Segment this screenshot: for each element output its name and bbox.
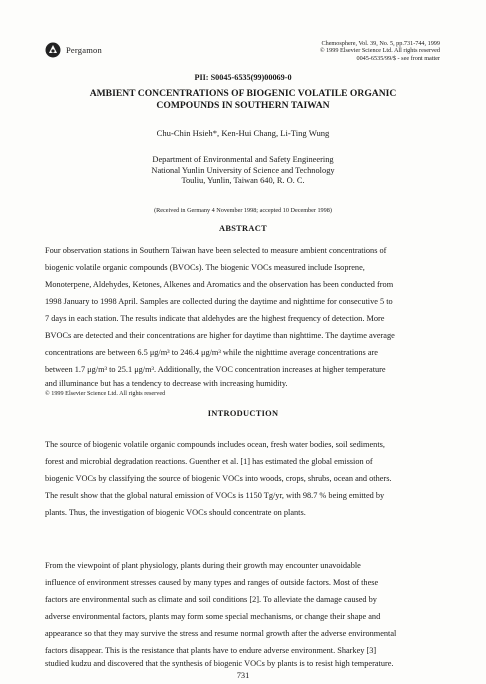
publisher-name: Pergamon [66, 45, 102, 55]
intro-line: plants. Thus, the investigation of biogenic VOCs should concentrate on plants. [45, 508, 306, 517]
publisher-logo-icon [45, 42, 61, 58]
affiliation-line: National Yunlin University of Science and Technology [151, 165, 335, 175]
abstract-body [45, 242, 442, 378]
pii-identifier: PII: S0045-6535(99)00069-0 [194, 73, 292, 82]
introduction-heading: INTRODUCTION [207, 409, 279, 418]
intro-line: studied kudzu and discovered that the synthesis of biogenic VOCs by plants is to resist high temperature. [45, 659, 394, 668]
affiliation-line: Touliu, Yunlin, Taiwan 640, R. O. C. [181, 176, 305, 186]
abstract-line: biogenic volatile organic compounds (BVOCs). The biogenic VOCs measured include Isoprene, [45, 263, 365, 272]
page-number: 731 [236, 671, 250, 680]
abstract-line: concentrations are between 6.5 μg/m³ to 246.4 μg/m³ while the nighttime average concentrations are [45, 348, 378, 357]
paper-title [50, 88, 436, 111]
abstract-line: Four observation stations in Southern Taiwan have been selected to measure ambient concentrations of [45, 246, 387, 255]
journal-line: © 1999 Elsevier Science Ltd. All rights reserved [319, 47, 440, 55]
received-date: (Received in Germany 4 November 1998; accepted 10 December 1998) [154, 207, 332, 214]
abstract-line: 7 days in each station. The results indicate that aldehydes are the highest frequency of detection. More [45, 314, 385, 323]
abstract-line: BVOCs are detected and their concentrations are higher for daytime than nighttime. The daytime average [45, 331, 395, 340]
intro-line: factors disappear. This is the resistance that plants have to endure adverse environment. Sharkey [3] [45, 646, 377, 655]
abstract-line: 1998 January to 1998 April. Samples are collected during the daytime and nighttime for consecutive 5 to [45, 297, 393, 306]
intro-line: appearance so that they may survive the stress and resume normal growth after the adverse environmental [45, 629, 397, 638]
author-list: Chu-Chin Hsieh*, Ken-Hui Chang, Li-Ting Wung [156, 128, 330, 138]
abstract-line: between 1.7 μg/m³ to 25.1 μg/m³. Additionally, the VOC concentration increases at higher temperature [45, 365, 386, 374]
abstract-last-line-wrap [45, 378, 442, 389]
intro-line: biogenic VOCs by classifying the source of biogenic VOCs into woods, crops, shrubs, ocean and others. [45, 474, 392, 483]
affiliation [0, 155, 486, 187]
abstract-line: Monoterpene, Aldehydes, Ketones, Alkenes and Aromatics and the observation has been conducted from [45, 280, 394, 289]
intro-paragraph-1 [45, 436, 442, 521]
intro-line: factors are environmental such as climate and soil conditions [2]. To alleviate the damage caused by [45, 595, 377, 604]
journal-line: 0045-6535/99/$ - see front matter [356, 54, 440, 62]
intro-paragraph-2-end [45, 659, 442, 669]
affiliation-line: Department of Environmental and Safety Engineering [152, 155, 334, 164]
journal-line: Chemosphere, Vol. 39, No. 5, pp.731-744, 1999 [321, 40, 440, 47]
title-line: COMPOUNDS IN SOUTHERN TAIWAN [156, 99, 330, 111]
title-line: AMBIENT CONCENTRATIONS OF BIOGENIC VOLATILE ORGANIC [89, 88, 397, 99]
abstract-line: and illuminance but has a tendency to decrease with increasing humidity. [45, 379, 288, 388]
intro-line: The result show that the global natural emission of VOCs is 1150 Tg/yr, with 98.7 % being emitted by [45, 491, 385, 500]
intro-line: From the viewpoint of plant physiology, plants during their growth may encounter unavoidable [45, 561, 361, 570]
intro-paragraph-2 [45, 557, 442, 659]
intro-line: The source of biogenic volatile organic compounds includes ocean, fresh water bodies, soil sediments, [45, 440, 385, 449]
intro-line: forest and microbial degradation reactions. Guenther et al. [1] has estimated the global emission of [45, 457, 373, 466]
copyright-notice: © 1999 Elsevier Science Ltd. All rights reserved [45, 390, 166, 397]
intro-line: influence of environment stresses caused by many types and ranges of outside factors. Most of these [45, 578, 379, 587]
abstract-heading: ABSTRACT [218, 224, 267, 233]
intro-line: adverse environmental factors, plants may form some special mechanisms, or change their shape and [45, 612, 381, 621]
journal-citation [240, 40, 440, 62]
